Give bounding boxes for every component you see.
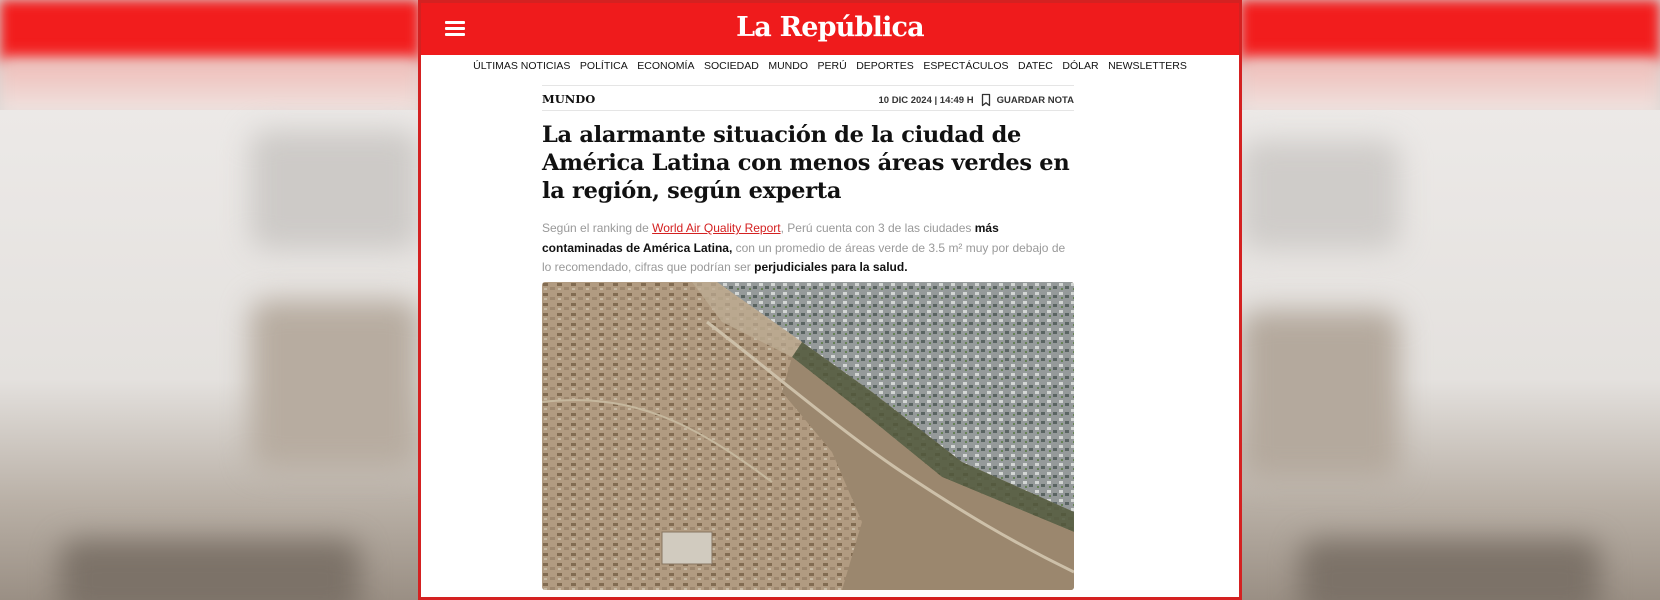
blurred-backdrop-right	[1240, 0, 1660, 600]
main-navigation	[421, 60, 1239, 76]
section-label[interactable]: MUNDO	[542, 92, 596, 106]
bookmark-icon[interactable]	[979, 93, 993, 107]
world-air-quality-report-link[interactable]: World Air Quality Report	[652, 221, 781, 235]
nav-item-dolar[interactable]: DÓLAR	[1062, 60, 1099, 72]
site-logo[interactable]: La República	[736, 12, 924, 43]
article	[542, 85, 1074, 590]
publish-date: 10 DIC 2024 | 14:49 H	[878, 94, 974, 106]
nav-item-peru[interactable]: PERÚ	[817, 60, 847, 72]
nav-item-deportes[interactable]: DEPORTES	[856, 60, 914, 72]
site-header	[421, 3, 1239, 55]
lede-text-1: Según el ranking de	[542, 221, 653, 235]
nav-item-ultimas-noticias[interactable]: ÚLTIMAS NOTICIAS	[473, 60, 571, 72]
nav-item-espectaculos[interactable]: ESPECTÁCULOS	[923, 60, 1009, 72]
save-note-button[interactable]: GUARDAR NOTA	[996, 94, 1074, 106]
lede-bold-1: más contaminadas de América Latina,	[542, 221, 999, 255]
article-meta-row	[542, 85, 1074, 111]
nav-item-datec[interactable]: DATEC	[1018, 60, 1053, 72]
nav-item-mundo[interactable]: MUNDO	[768, 60, 808, 72]
nav-item-politica[interactable]: POLÍTICA	[579, 60, 628, 72]
nav-item-sociedad[interactable]: SOCIEDAD	[703, 60, 759, 72]
blurred-backdrop-left	[0, 0, 420, 600]
lede-text-3: con un promedio de áreas verde de 3.5 m² muy por debajo de lo recomendado, cifras que podrían ser	[542, 240, 1066, 274]
nav-item-newsletters[interactable]: NEWSLETTERS	[1108, 60, 1187, 72]
article-meta	[879, 93, 1074, 107]
nav-item-economia[interactable]: ECONOMÍA	[637, 60, 695, 72]
article-headline: La alarmante situación de la ciudad de América Latina con menos áreas verdes en la región, según experta	[542, 122, 1070, 204]
article-screenshot	[418, 0, 1242, 600]
lede-bold-2: perjudiciales para la salud.	[754, 260, 908, 274]
lede-text-2: , Perú cuenta con 3 de las ciudades	[780, 221, 975, 235]
article-lede	[542, 219, 1077, 278]
article-photo[interactable]	[542, 282, 1074, 590]
aerial-city-photo-illustration	[542, 282, 1074, 590]
